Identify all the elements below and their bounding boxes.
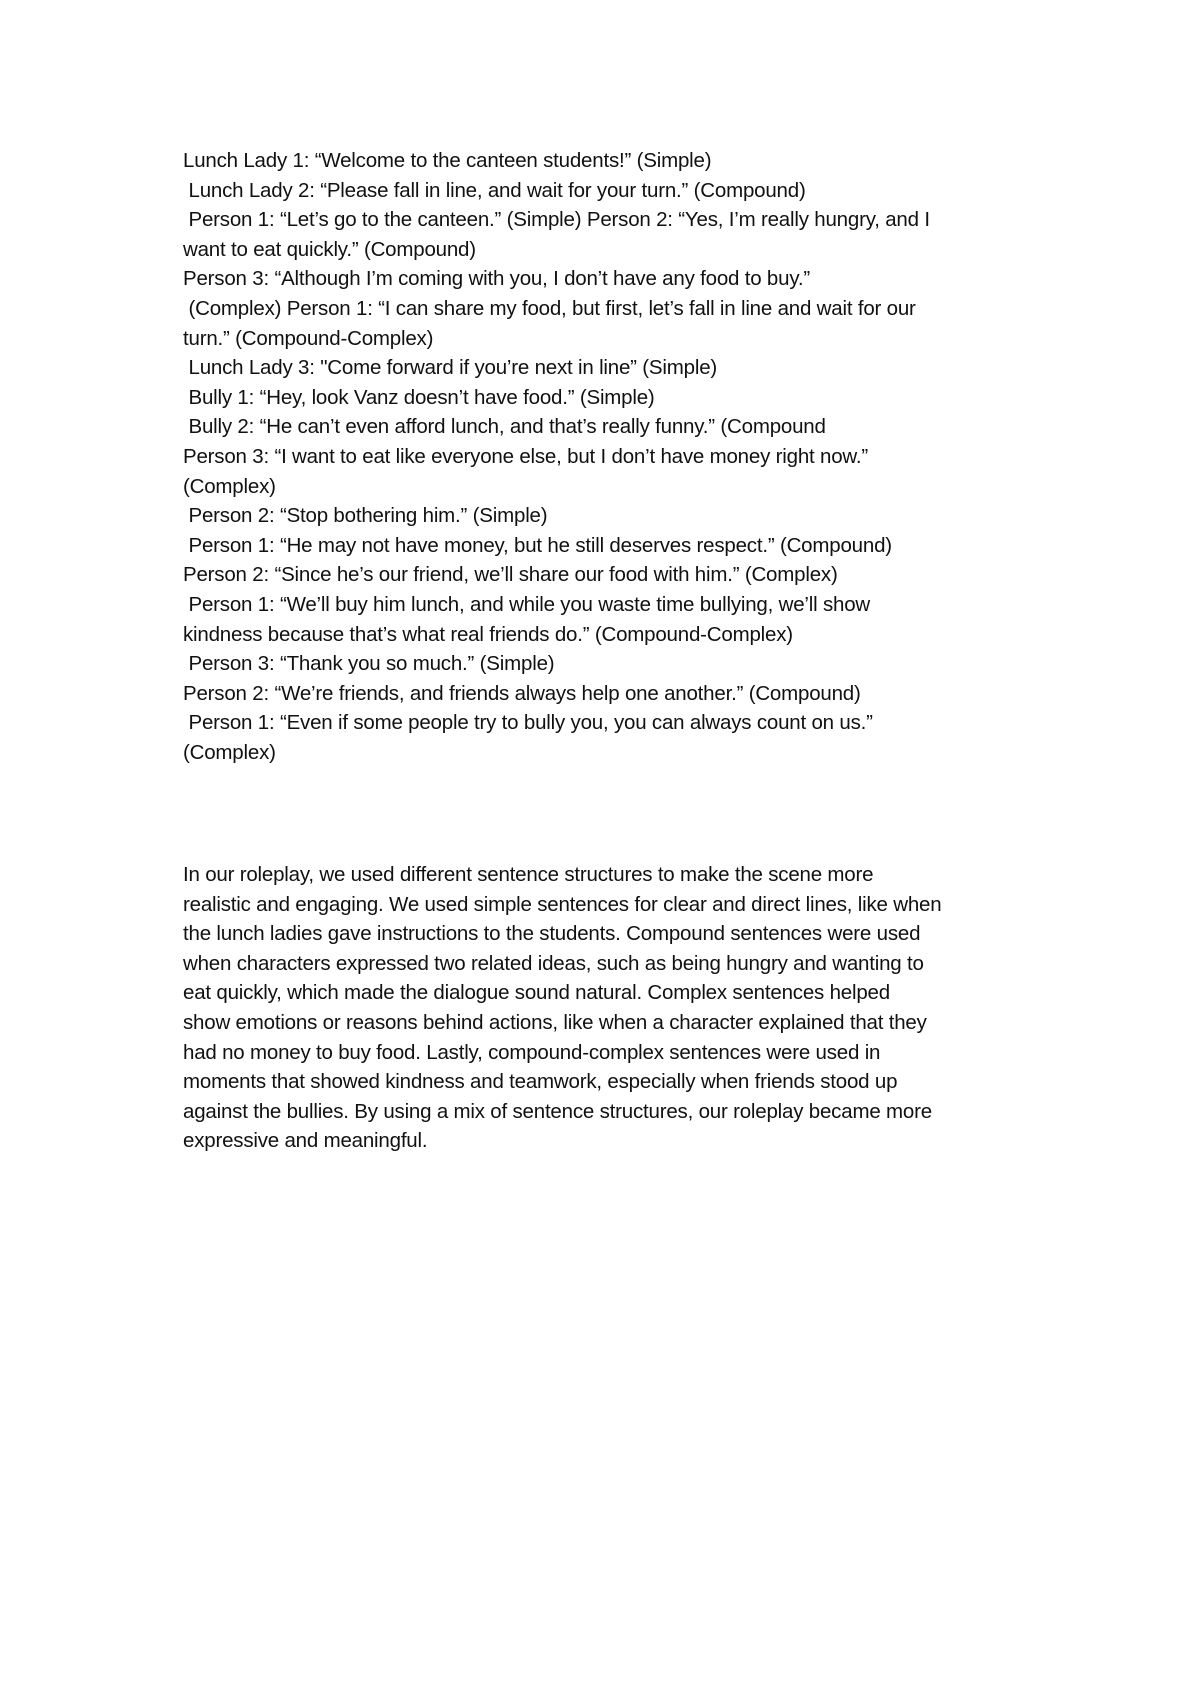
dialogue-line: Person 2: “We’re friends, and friends always help one another.” (Compound) xyxy=(183,681,861,705)
dialogue-line: (Complex) xyxy=(183,740,276,764)
dialogue-line: Person 2: “Since he’s our friend, we’ll share our food with him.” (Complex) xyxy=(183,563,838,587)
dialogue-line: kindness because that’s what real friends do.” (Compound-Complex) xyxy=(183,622,793,646)
paragraph-line: In our roleplay, we used different sentence structures to make the scene more xyxy=(183,863,874,886)
dialogue-line: turn.” (Compound-Complex) xyxy=(183,326,434,350)
roleplay-dialogue xyxy=(183,146,1043,767)
dialogue-line: Lunch Lady 3: "Come forward if you’re next in line” (Simple) xyxy=(183,356,718,380)
paragraph-line: had no money to buy food. Lastly, compound-complex sentences were used in xyxy=(183,1040,881,1064)
dialogue-line: (Complex) xyxy=(183,474,276,498)
paragraph-line: when characters expressed two related ideas, such as being hungry and wanting to xyxy=(183,951,924,975)
paragraph-line: show emotions or reasons behind actions, like when a character explained that they xyxy=(183,1010,927,1034)
dialogue-line: Person 1: “Let’s go to the canteen.” (Simple) Person 2: “Yes, I’m really hungry, and I xyxy=(183,208,930,232)
dialogue-line: Person 3: “Thank you so much.” (Simple) xyxy=(183,652,555,676)
paragraph-line: eat quickly, which made the dialogue sound natural. Complex sentences helped xyxy=(183,981,890,1005)
dialogue-line: Lunch Lady 2: “Please fall in line, and wait for your turn.” (Compound) xyxy=(183,178,806,202)
dialogue-line: Person 3: “Although I’m coming with you, I don’t have any food to buy.” xyxy=(183,267,810,291)
dialogue-line: Person 1: “Even if some people try to bully you, you can always count on us.” xyxy=(183,711,873,735)
dialogue-line: Person 1: “He may not have money, but he still deserves respect.” (Compound) xyxy=(183,533,892,557)
dialogue-line: (Complex) Person 1: “I can share my food, but first, let’s fall in line and wait for our xyxy=(183,296,916,320)
dialogue-line: Lunch Lady 1: “Welcome to the canteen students!” (Simple) xyxy=(183,149,712,172)
reflection-paragraph xyxy=(183,860,1043,1156)
dialogue-line: want to eat quickly.” (Compound) xyxy=(183,237,476,261)
paragraph-line: the lunch ladies gave instructions to the students. Compound sentences were used xyxy=(183,922,921,946)
paragraph-line: expressive and meaningful. xyxy=(183,1129,428,1153)
dialogue-line: Bully 2: “He can’t even afford lunch, and that’s really funny.” (Compound xyxy=(183,415,826,439)
dialogue-line: Person 2: “Stop bothering him.” (Simple) xyxy=(183,504,548,528)
dialogue-line: Bully 1: “Hey, look Vanz doesn’t have food.” (Simple) xyxy=(183,385,655,409)
paragraph-line: realistic and engaging. We used simple sentences for clear and direct lines, like when xyxy=(183,892,942,916)
dialogue-line: Person 3: “I want to eat like everyone else, but I don’t have money right now.” xyxy=(183,444,869,468)
paragraph-line: against the bullies. By using a mix of sentence structures, our roleplay became more xyxy=(183,1099,932,1123)
dialogue-line: Person 1: “We’ll buy him lunch, and while you waste time bullying, we’ll show xyxy=(183,592,871,616)
paragraph-line: moments that showed kindness and teamwork, especially when friends stood up xyxy=(183,1070,898,1094)
